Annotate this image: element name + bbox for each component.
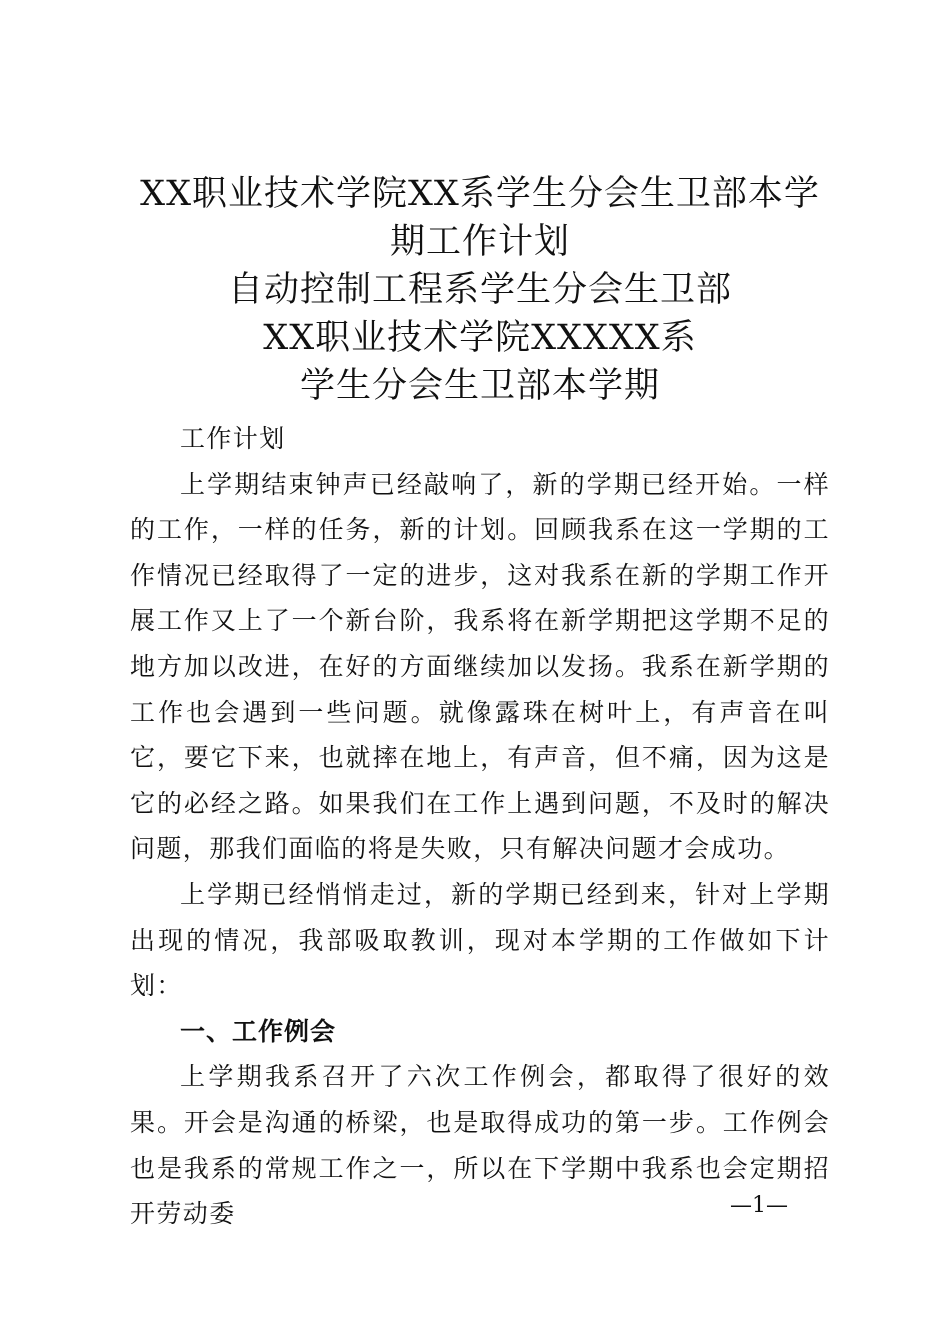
title-line: XX职业技术学院XXXXX系 (263, 318, 697, 358)
section-heading: 一、工作例会 (180, 1016, 337, 1046)
document-body (130, 416, 830, 1237)
subtitle-paragraph: 工作计划 (180, 424, 286, 453)
title-line: 学生分会生卫部本学期 (299, 366, 660, 406)
title-line: XX职业技术学院XX系学生分会生卫部本学 (140, 174, 820, 214)
page-number: —1— (730, 1193, 788, 1218)
plan-paragraph: 上学期已经悄悄走过，新的学期已经到来，针对上学期出现的情况，我部吸取教训，现对本学期的工作做如下计划： (130, 879, 830, 1001)
section-paragraph: 上学期我系召开了六次工作例会，都取得了很好的效果。开会是沟通的桥梁，也是取得成功的第一步。工作例会也是我系的常规工作之一，所以在下学期中我系也会定期招开劳动委 (130, 1062, 830, 1229)
title-line: 自动控制工程系学生分会生卫部 (227, 270, 732, 310)
intro-paragraph: 上学期结束钟声已经敲响了，新的学期已经开始。一样的工作，一样的任务，新的计划。回顾我系在这一学期的工作情况已经取得了一定的进步，这对我系在新的学期工作开展工作又上了一个新台阶，我系将在新学期把这学期不足的地方加以改进，在好的方面继续加以发扬。我系在新学期的工作也会遇到一些问题。就像露珠在树叶上，有声音在叫它，要它下来，也就摔在地上，有声音，但不痛，因为这是它的必经之路。如果我们在工作上遇到问题，不及时的解决问题，那我们面临的将是失败，只有解决问题才会成功。 (130, 469, 830, 864)
document-title (120, 170, 840, 410)
title-line: 期工作计划 (389, 222, 570, 262)
